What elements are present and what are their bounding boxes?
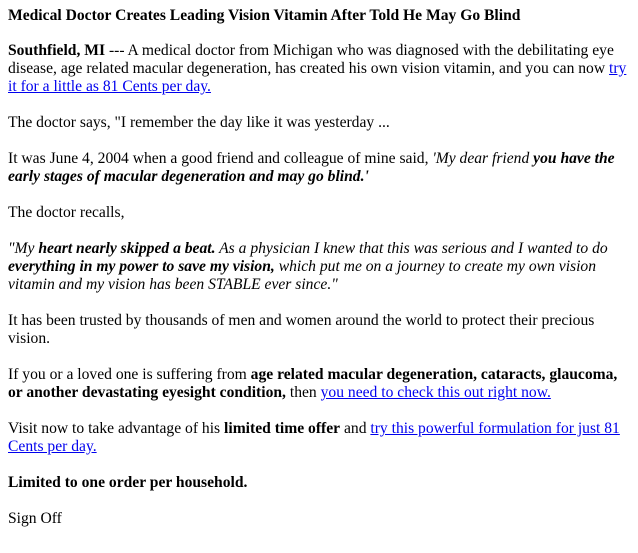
trusted-paragraph: It has been trusted by thousands of men and women around the world to protect their precious vision. — [8, 312, 595, 347]
quote-part-2: heart nearly skipped a beat. — [38, 240, 216, 257]
doctor-says-paragraph: The doctor says, "I remember the day like it was yesterday ... — [8, 114, 390, 131]
offer-paragraph — [8, 420, 630, 456]
conditions-list: age related macular degeneration, cataracts, glaucoma, or another devastating eyesight condition, — [8, 366, 618, 401]
quote-part-5: which put me on a journey to create my own vision vitamin and my vision has been STABLE ever since." — [8, 258, 597, 293]
conditions-paragraph — [8, 366, 630, 402]
quote-part-3: As a physician I knew that this was serious and I wanted to do — [215, 240, 608, 257]
check-this-out-link[interactable]: you need to check this out right now. — [320, 384, 551, 401]
diagnosis-paragraph — [8, 150, 630, 186]
diagnosis-text: It was June 4, 2004 when a good friend and colleague of mine said, — [8, 150, 433, 167]
offer-and: and — [340, 420, 371, 437]
headline: Medical Doctor Creates Leading Vision Vitamin After Told He May Go Blind — [8, 7, 521, 24]
doctor-recalls-paragraph: The doctor recalls, — [8, 204, 125, 221]
quote-part-4: everything in my power to save my vision, — [8, 258, 275, 275]
diagnosis-quote-bold: you have the early stages of macular degeneration and may go blind.' — [8, 150, 615, 185]
limit-text: Limited to one order per household. — [8, 474, 248, 491]
sign-off: Sign Off — [8, 510, 62, 527]
formulation-link[interactable]: try this powerful formulation for just 81 Cents per day. — [8, 420, 620, 455]
limited-time-offer: limited time offer — [224, 420, 341, 437]
conditions-then: then — [285, 384, 321, 401]
diagnosis-quote-italic: 'My dear friend — [432, 150, 534, 167]
quote-paragraph — [8, 240, 630, 294]
offer-lead: Visit now to take advantage of his — [8, 420, 225, 437]
limit-notice — [8, 474, 630, 492]
intro-text: --- A medical doctor from Michigan who was diagnosed with the debilitating eye disease, age related macular degeneration, has created his own vision vitamin, and you can now — [8, 42, 614, 77]
conditions-lead: If you or a loved one is suffering from — [8, 366, 251, 383]
quote-part-1: "My — [8, 240, 39, 257]
intro-paragraph — [8, 42, 630, 96]
dateline: Southfield, MI — [8, 42, 106, 59]
trial-offer-link[interactable]: try it for a little as 81 Cents per day. — [8, 60, 627, 95]
